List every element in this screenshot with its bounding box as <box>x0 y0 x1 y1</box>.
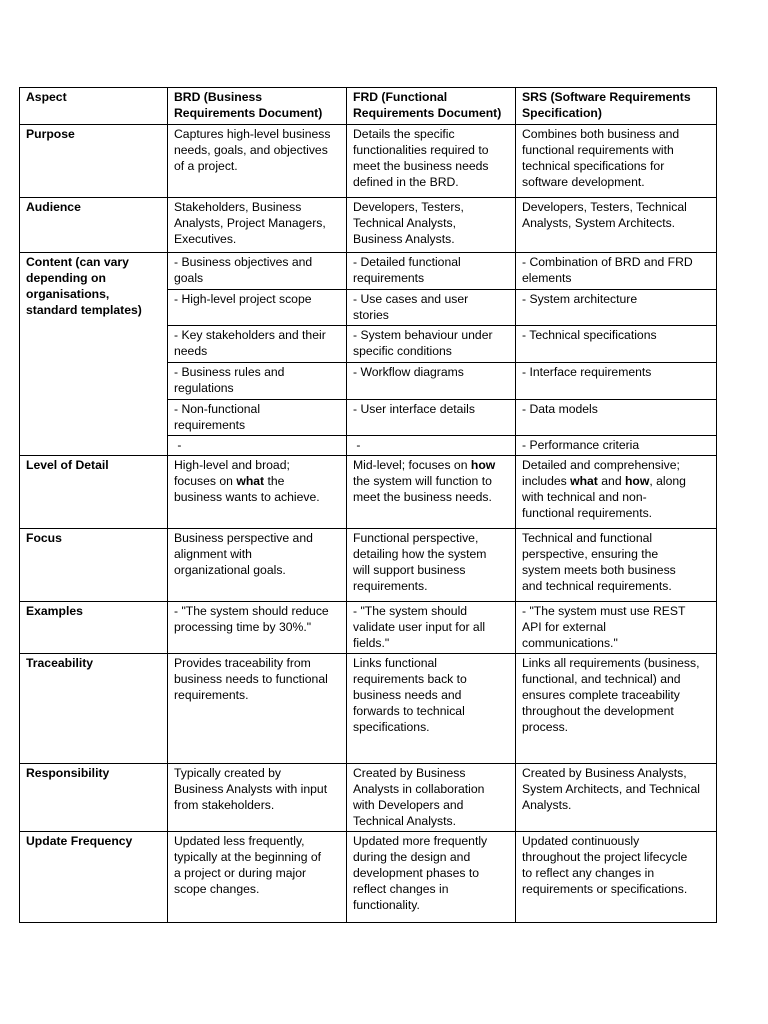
header-srs-line: Specification) <box>522 106 602 120</box>
cell-line <box>353 473 509 489</box>
cell-line: needs <box>174 344 208 358</box>
row-label <box>20 764 168 832</box>
cell-line: Updated continuously <box>522 834 640 848</box>
row-label-text: Responsibility <box>26 766 110 780</box>
cell-line: meet the business needs <box>353 159 489 173</box>
cell-line: - Non-functional <box>174 402 261 416</box>
row-focus <box>20 529 717 602</box>
cell-line: goals <box>174 271 204 285</box>
cell-line: needs, goals, and objectives <box>174 143 328 157</box>
cell-brd <box>168 198 347 253</box>
row-label <box>20 125 168 198</box>
cell-srs <box>516 832 717 923</box>
cell-srs <box>516 602 717 654</box>
cell-frd <box>347 456 516 529</box>
cell-line: Analysts. <box>522 798 572 812</box>
cell-frd <box>347 529 516 602</box>
text-run: Mid-level; focuses on <box>353 458 471 472</box>
cell-line: stories <box>353 308 389 322</box>
cell-line: fields." <box>353 636 390 650</box>
cell-line: - Business objectives and <box>174 255 313 269</box>
cell-frd <box>347 290 516 326</box>
cell-line: - "The system should reduce <box>174 604 329 618</box>
cell-line <box>174 489 340 505</box>
cell-line: processing time by 30%." <box>174 620 312 634</box>
row-label-text: Content (can vary <box>26 255 129 269</box>
cell-line: API for external <box>522 620 606 634</box>
cell-line: Developers, Testers, Technical <box>522 200 687 214</box>
cell-line: - "The system should <box>353 604 468 618</box>
cell-line: - "The system must use REST <box>522 604 686 618</box>
cell-brd <box>168 529 347 602</box>
cell-frd <box>347 253 516 290</box>
row-label <box>20 198 168 253</box>
header-brd-line: Requirements Document) <box>174 106 323 120</box>
cell-line: Provides traceability from <box>174 656 311 670</box>
row-label <box>20 253 168 456</box>
cell-line: - Performance criteria <box>522 438 640 452</box>
cell-brd <box>168 363 347 400</box>
cell-line: and technical requirements. <box>522 579 672 593</box>
row-label-text: Purpose <box>26 127 75 141</box>
header-frd-line: Requirements Document) <box>353 106 502 120</box>
row-label-text: Focus <box>26 531 62 545</box>
cell-srs <box>516 363 717 400</box>
header-frd <box>347 88 516 125</box>
cell-line: Technical and functional <box>522 531 653 545</box>
row-responsibility <box>20 764 717 832</box>
row-label-text: Traceability <box>26 656 94 670</box>
cell-line: a project or during major <box>174 866 307 880</box>
cell-line: Developers, Testers, <box>353 200 464 214</box>
cell-line: Typically created by <box>174 766 282 780</box>
cell-line: business needs to functional <box>174 672 328 686</box>
cell-line: Combines both business and <box>522 127 680 141</box>
cell-line: functional requirements with <box>522 143 674 157</box>
cell-brd <box>168 436 347 456</box>
cell-frd <box>347 326 516 363</box>
cell-line: requirements <box>174 418 246 432</box>
row-label <box>20 654 168 764</box>
cell-line <box>522 473 710 489</box>
emphasis-text: how <box>470 458 496 472</box>
emphasis-text: how <box>624 474 650 488</box>
cell-brd <box>168 400 347 436</box>
row-audience <box>20 198 717 253</box>
cell-line: - Detailed functional <box>353 255 461 269</box>
cell-line: ensures complete traceability <box>522 688 680 702</box>
row-label-text: depending on <box>26 271 106 285</box>
cell-brd <box>168 764 347 832</box>
emphasis-text: what <box>570 474 598 488</box>
cell-line: Executives. <box>174 232 237 246</box>
row-label-text: organisations, <box>26 287 110 301</box>
cell-line: Updated less frequently, <box>174 834 305 848</box>
cell-line <box>522 505 710 521</box>
cell-brd <box>168 290 347 326</box>
cell-line: functionality. <box>353 898 420 912</box>
cell-line: perspective, ensuring the <box>522 547 659 561</box>
cell-line: - System architecture <box>522 292 638 306</box>
cell-line: - Workflow diagrams <box>353 365 464 379</box>
cell-line: communications." <box>522 636 618 650</box>
cell-line: requirements back to <box>353 672 467 686</box>
cell-frd <box>347 198 516 253</box>
cell-srs <box>516 125 717 198</box>
cell-line: - Interface requirements <box>522 365 652 379</box>
cell-line: Functional perspective, <box>353 531 479 545</box>
cell-line: - Combination of BRD and FRD <box>522 255 693 269</box>
text-run: High-level and broad; <box>174 458 290 472</box>
cell-line: defined in the BRD. <box>353 175 459 189</box>
text-run: , along <box>649 474 686 488</box>
cell-frd <box>347 602 516 654</box>
cell-line: system meets both business <box>522 563 676 577</box>
cell-srs <box>516 400 717 436</box>
cell-line: organizational goals. <box>174 563 286 577</box>
header-brd <box>168 88 347 125</box>
cell-line: requirements <box>353 271 425 285</box>
cell-line: Business perspective and <box>174 531 313 545</box>
row-label <box>20 602 168 654</box>
cell-brd <box>168 602 347 654</box>
cell-line: - Data models <box>522 402 598 416</box>
text-run: the <box>264 474 285 488</box>
cell-line: Technical Analysts. <box>353 814 456 828</box>
cell-line: Analysts in collaboration <box>353 782 485 796</box>
row-label <box>20 529 168 602</box>
cell-line <box>174 457 340 473</box>
cell-line: throughout the development <box>522 704 674 718</box>
cell-line: - High-level project scope <box>174 292 312 306</box>
cell-line: business needs and <box>353 688 462 702</box>
row-level-of-detail <box>20 456 717 529</box>
cell-line: requirements or specifications. <box>522 882 688 896</box>
comparison-table <box>19 87 717 923</box>
cell-line: elements <box>522 271 572 285</box>
row-label <box>20 456 168 529</box>
cell-line: Created by Business <box>353 766 466 780</box>
cell-line <box>174 473 340 489</box>
cell-line: reflect changes in <box>353 882 449 896</box>
cell-line: - Business rules and <box>174 365 285 379</box>
row-label-text: Update Frequency <box>26 834 133 848</box>
cell-line: - System behaviour under <box>353 328 493 342</box>
text-run: Detailed and comprehensive; <box>522 458 680 472</box>
header-aspect-text: Aspect <box>26 90 67 104</box>
cell-brd <box>168 832 347 923</box>
text-run: the system will function to <box>353 474 492 488</box>
row-label <box>20 832 168 923</box>
cell-line: scope changes. <box>174 882 260 896</box>
cell-line: throughout the project lifecycle <box>522 850 688 864</box>
cell-line: alignment with <box>174 547 252 561</box>
cell-line: Business Analysts with input <box>174 782 328 796</box>
cell-line: development phases to <box>353 866 480 880</box>
cell-line: validate user input for all <box>353 620 486 634</box>
cell-line: typically at the beginning of <box>174 850 322 864</box>
cell-line: process. <box>522 720 569 734</box>
cell-line: Business Analysts. <box>353 232 455 246</box>
cell-line: with Developers and <box>353 798 464 812</box>
text-run: functional requirements. <box>522 506 653 520</box>
cell-line: regulations <box>174 381 234 395</box>
cell-line: specific conditions <box>353 344 452 358</box>
cell-line: requirements. <box>353 579 428 593</box>
cell-brd <box>168 654 347 764</box>
cell-line: to reflect any changes in <box>522 866 655 880</box>
cell-line: functional, and technical) and <box>522 672 681 686</box>
cell-line: from stakeholders. <box>174 798 275 812</box>
cell-line: - User interface details <box>353 402 475 416</box>
cell-line: will support business <box>353 563 466 577</box>
cell-line: Analysts, System Architects. <box>522 216 676 230</box>
cell-line: Technical Analysts, <box>353 216 456 230</box>
cell-brd <box>168 326 347 363</box>
cell-line <box>353 489 509 505</box>
cell-brd <box>168 125 347 198</box>
row-examples <box>20 602 717 654</box>
cell-line: Created by Business Analysts, <box>522 766 687 780</box>
cell-line: during the design and <box>353 850 471 864</box>
header-brd-line: BRD (Business <box>174 90 263 104</box>
cell-line: requirements. <box>174 688 249 702</box>
cell-line: forwards to technical <box>353 704 465 718</box>
text-run: and <box>597 474 625 488</box>
cell-srs <box>516 198 717 253</box>
text-run: meet the business needs. <box>353 490 492 504</box>
cell-line: of a project. <box>174 159 238 173</box>
text-run: focuses on <box>174 474 237 488</box>
cell-line <box>522 489 710 505</box>
header-row <box>20 88 717 125</box>
cell-line: functionalities required to <box>353 143 489 157</box>
row-purpose <box>20 125 717 198</box>
cell-frd <box>347 400 516 436</box>
cell-srs <box>516 436 717 456</box>
row-label-text: Audience <box>26 200 81 214</box>
cell-srs <box>516 326 717 363</box>
cell-srs <box>516 456 717 529</box>
cell-srs <box>516 654 717 764</box>
cell-line: Links all requirements (business, <box>522 656 700 670</box>
cell-line: - Key stakeholders and their <box>174 328 326 342</box>
cell-frd <box>347 125 516 198</box>
row-content <box>20 253 717 290</box>
cell-brd <box>168 456 347 529</box>
cell-line: Analysts, Project Managers, <box>174 216 326 230</box>
cell-line: software development. <box>522 175 645 189</box>
emphasis-text: what <box>236 474 265 488</box>
cell-frd <box>347 436 516 456</box>
header-aspect <box>20 88 168 125</box>
cell-srs <box>516 253 717 290</box>
row-update-frequency <box>20 832 717 923</box>
cell-line: System Architects, and Technical <box>522 782 700 796</box>
cell-srs <box>516 529 717 602</box>
cell-line: - Technical specifications <box>522 328 657 342</box>
text-run: business wants to achieve. <box>174 490 320 504</box>
cell-frd <box>347 764 516 832</box>
cell-srs <box>516 764 717 832</box>
cell-srs <box>516 290 717 326</box>
cell-line: Captures high-level business <box>174 127 331 141</box>
cell-line: Updated more frequently <box>353 834 488 848</box>
cell-frd <box>347 654 516 764</box>
cell-line: detailing how the system <box>353 547 487 561</box>
cell-line <box>522 457 710 473</box>
cell-line: Stakeholders, Business <box>174 200 302 214</box>
cell-line: - Use cases and user <box>353 292 469 306</box>
row-label-text: standard templates) <box>26 303 142 317</box>
header-frd-line: FRD (Functional <box>353 90 448 104</box>
header-srs-line: SRS (Software Requirements <box>522 90 691 104</box>
text-run: includes <box>522 474 571 488</box>
cell-line: technical specifications for <box>522 159 665 173</box>
cell-line: - <box>353 438 361 452</box>
header-srs <box>516 88 717 125</box>
cell-line: Links functional <box>353 656 438 670</box>
text-run: with technical and non- <box>522 490 647 504</box>
row-traceability <box>20 654 717 764</box>
cell-line: specifications. <box>353 720 430 734</box>
cell-line <box>353 457 509 473</box>
row-label-text: Level of Detail <box>26 458 109 472</box>
cell-line: - <box>174 438 182 452</box>
row-label-text: Examples <box>26 604 83 618</box>
cell-frd <box>347 832 516 923</box>
cell-frd <box>347 363 516 400</box>
cell-brd <box>168 253 347 290</box>
cell-line: Details the specific <box>353 127 455 141</box>
